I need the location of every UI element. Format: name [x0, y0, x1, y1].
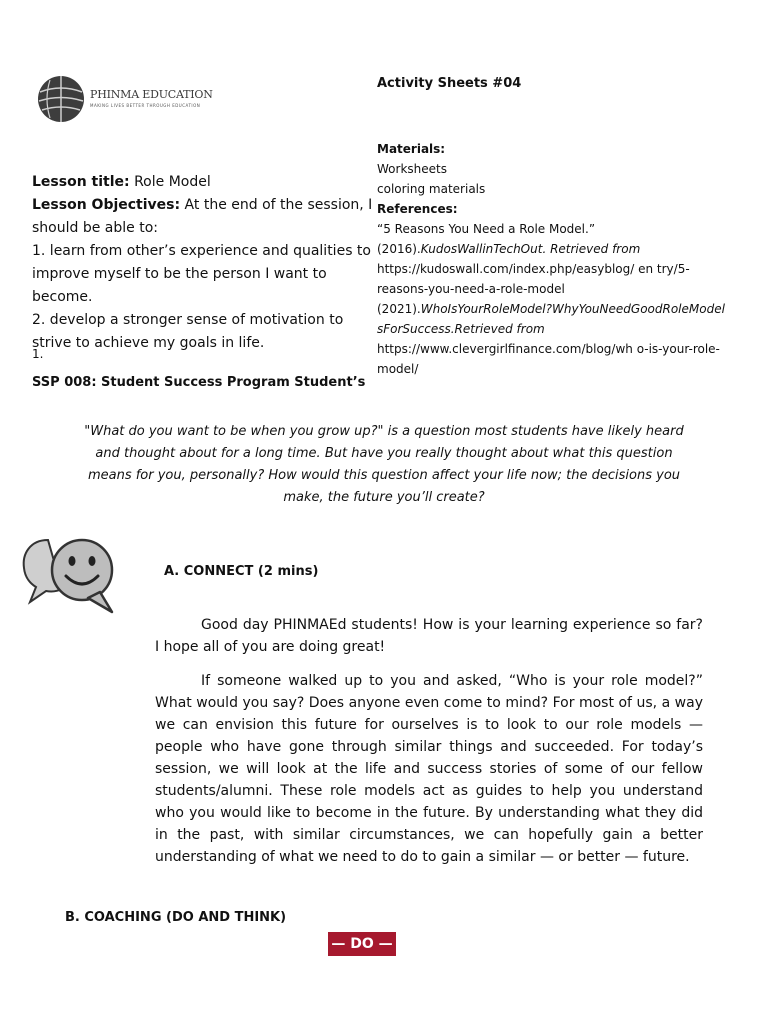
reference-1-year: (2016). [377, 242, 421, 256]
reference-2-year: (2021). [377, 302, 421, 316]
connect-paragraph-2 [155, 670, 703, 868]
lesson-info [32, 171, 374, 355]
lesson-title-value: Role Model [129, 174, 211, 190]
lesson-objectives [32, 194, 374, 240]
page-title: Activity Sheets #04 [377, 76, 522, 91]
connect-heading: A. CONNECT (2 mins) [164, 564, 319, 579]
lesson-objectives-label: Lesson Objectives: [32, 197, 181, 213]
reference-1-publisher: KudosWallinTechOut. Retrieved from [420, 242, 641, 256]
objective-2: 2. develop a stronger sense of motivation to strive to achieve my goals in life. [32, 312, 344, 351]
intro-quote: "What do you want to be when you grow up?" is a question most students have likely heard and thought about for a long time. But have you really thought about what this question means for you, personally? How would this question affect your life now; the decisions you make, the future you’ll create? [84, 424, 684, 505]
lesson-title-label: Lesson title: [32, 174, 130, 190]
lesson-objectives-intro: At the end of the session, I should be able to: [32, 197, 373, 236]
reference-2-url: https://www.clevergirlfinance.com/blog/wh o-is-your-role-model/ [377, 342, 720, 376]
reference-1-source [377, 239, 727, 259]
list-number: 1. [32, 347, 44, 361]
coaching-heading: B. COACHING (DO AND THINK) [65, 910, 287, 925]
materials-heading: Materials: [377, 142, 446, 156]
reference-2-title: WhoIsYourRoleModel?WhyYouNeedGoodRoleModelsForSuccess.Retrieved from [377, 302, 725, 336]
connect-paragraph-2-text: If someone walked up to you and asked, “Who is your role model?” What would you say? Does anyone even come to mind? For most of us, a way we can envision this future for ourselves is to look to our role models — people who have gone through similar things and succeeded. For today’s session, we will look at the life and success stories of some of our fellow students/alumni. These role models act as guides to help you understand who you would like to become in the future. By understanding what they did in the past, with similar circumstances, we can hopefully gain a better understanding of what we need to do to gain a similar — or better — future. [155, 673, 703, 865]
connect-paragraph-1-text: Good day PHINMAEd students! How is your learning experience so far? I hope all of you are doing great! [155, 617, 703, 655]
logo-tagline: MAKING LIVES BETTER THROUGH EDUCATION [90, 103, 201, 108]
connect-paragraph-1 [155, 614, 703, 658]
globe-icon [36, 74, 86, 124]
do-badge: — DO — [328, 932, 396, 956]
logo-name: PHINMA EDUCATION [90, 88, 213, 101]
program-title: SSP 008: Student Success Program Student’s [32, 375, 366, 390]
references-heading: References: [377, 202, 458, 216]
phinma-logo [36, 72, 213, 126]
reference-1-url: https://kudoswall.com/index.php/easyblog/ en try/5-reasons-you-need-a-role-model [377, 262, 690, 296]
lesson-title [32, 171, 374, 194]
materials-item: Worksheets [377, 162, 447, 176]
reference-2-source [377, 299, 727, 339]
materials-references [377, 139, 727, 379]
chat-smiley-icon [18, 534, 124, 616]
objective-1: 1. learn from other’s experience and qualities to improve myself to be the person I want to become. [32, 243, 371, 305]
materials-item: coloring materials [377, 182, 486, 196]
reference-1-title: “5 Reasons You Need a Role Model.” [377, 222, 596, 236]
